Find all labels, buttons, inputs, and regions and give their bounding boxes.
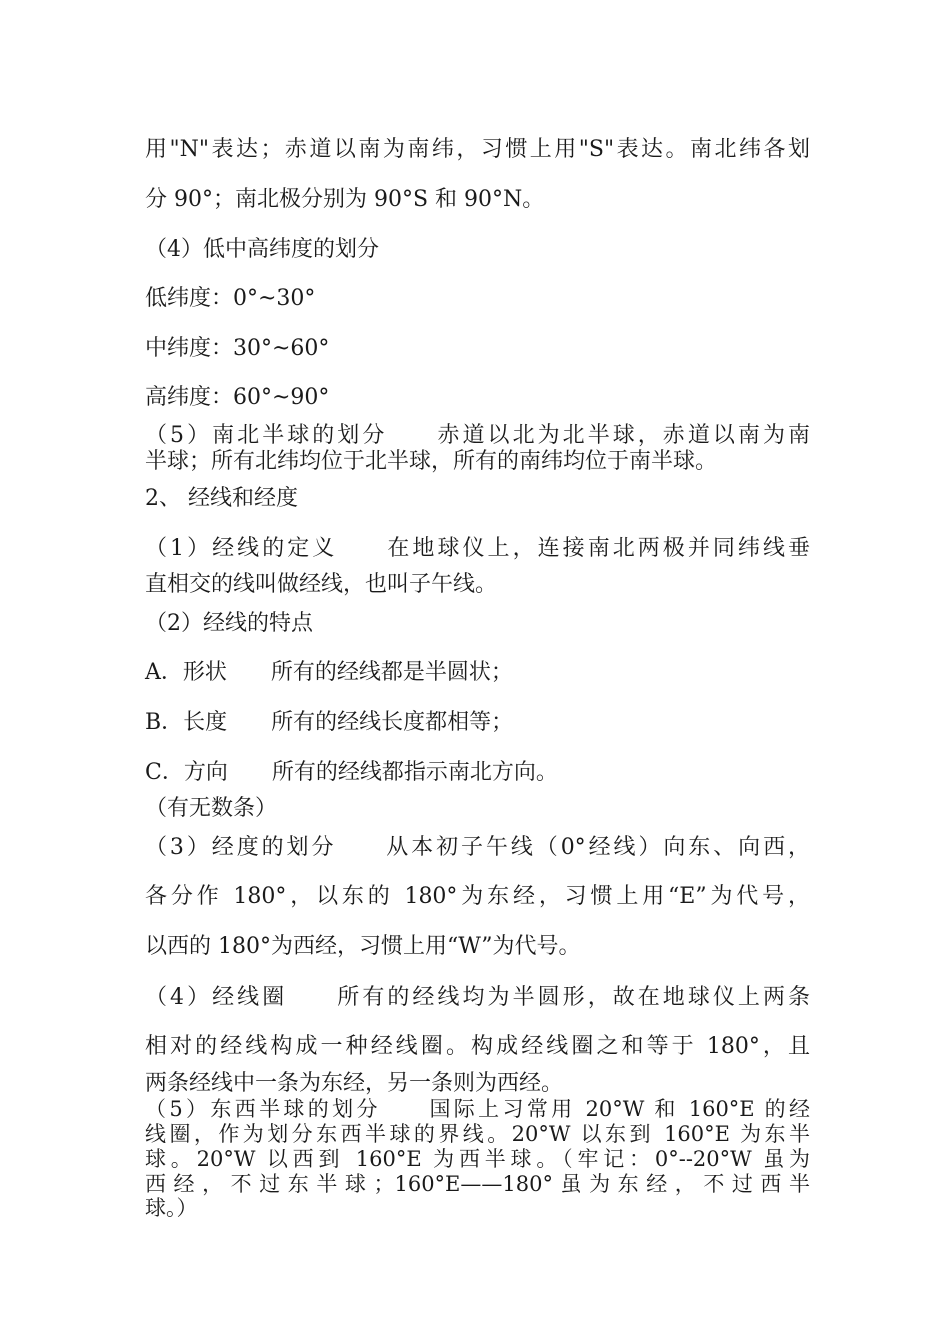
text-line: A．形状 所有的经线都是半圆状； bbox=[145, 660, 513, 685]
text-line: （5）南北半球的划分 赤道以北为北半球，赤道以南为南 bbox=[145, 423, 810, 448]
text-line: 低纬度：0°~30° bbox=[145, 286, 316, 311]
text-line: 两条经线中一条为东经，另一条则为西经。 bbox=[145, 1071, 564, 1096]
text-line: 用"N"表达；赤道以南为南纬，习惯上用"S"表达。南北纬各划 bbox=[145, 137, 810, 162]
text-line: 相对的经线构成一种经线圈。构成经线圈之和等于 180°，且 bbox=[145, 1034, 810, 1059]
text-line: 高纬度：60°~90° bbox=[145, 385, 330, 410]
text-line: 球。20°W 以西到 160°E 为西半球。（牢记：0°--20°W 虽为 bbox=[145, 1147, 810, 1171]
text-line: 线圈，作为划分东西半球的界线。20°W 以东到 160°E 为东半 bbox=[145, 1122, 810, 1146]
section-heading: （2）经线的特点 bbox=[145, 611, 313, 636]
text-line: 分 90°；南北极分别为 90°S 和 90°N。 bbox=[145, 187, 545, 212]
section-heading: （4）低中高纬度的划分 bbox=[145, 237, 379, 262]
text-line: （4）经线圈 所有的经线均为半圆形，故在地球仪上两条 bbox=[145, 985, 810, 1010]
text-line: 西经，不过东半球；160°E——180°虽为东经，不过西半 bbox=[145, 1172, 810, 1196]
text-line: 各分作 180°，以东的 180°为东经，习惯上用“E”为代号， bbox=[145, 884, 810, 909]
text-line: （有无数条） bbox=[145, 796, 278, 821]
section-heading: 2、 经线和经度 bbox=[145, 486, 298, 511]
text-line: 球。） bbox=[145, 1196, 198, 1220]
text-line: （5）东西半球的划分 国际上习常用 20°W 和 160°E 的经 bbox=[145, 1097, 810, 1121]
text-line: 中纬度：30°~60° bbox=[145, 336, 330, 361]
text-line: （1）经线的定义 在地球仪上，连接南北两极并同纬线垂 bbox=[145, 536, 810, 561]
text-line: C．方向 所有的经线都指示南北方向。 bbox=[145, 760, 558, 785]
text-line: B．长度 所有的经线长度都相等； bbox=[145, 710, 514, 735]
text-line: （3）经度的划分 从本初子午线（0°经线）向东、向西， bbox=[145, 835, 810, 860]
text-line: 半球；所有北纬均位于北半球，所有的南纬均位于南半球。 bbox=[145, 449, 718, 474]
text-line: 以西的 180°为西经，习惯上用“W”为代号。 bbox=[145, 934, 581, 959]
text-line: 直相交的线叫做经线，也叫子午线。 bbox=[145, 572, 498, 597]
